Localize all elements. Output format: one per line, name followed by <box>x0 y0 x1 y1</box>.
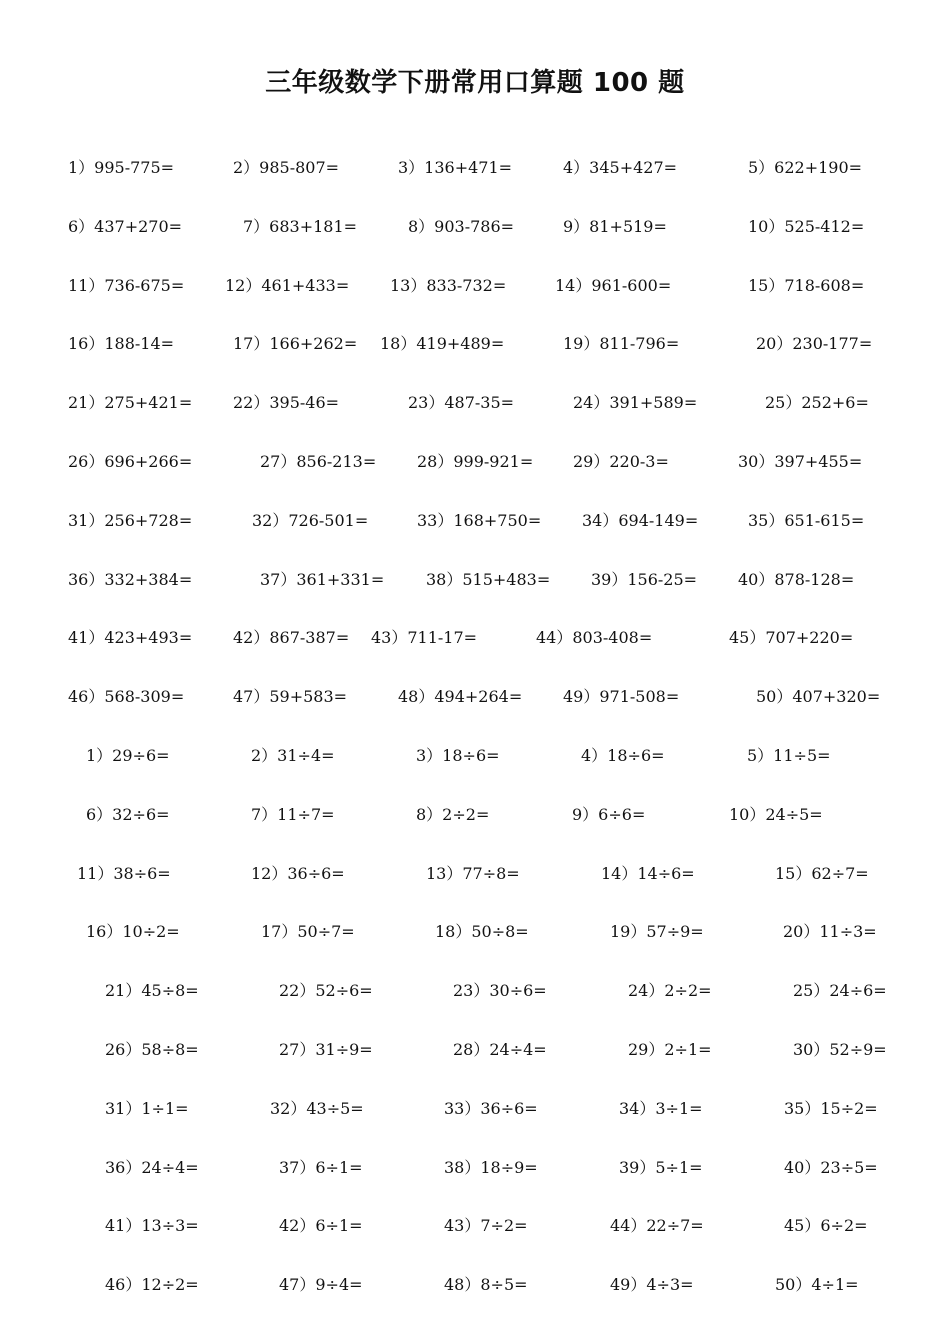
math-problem: 13）833-732= <box>390 275 507 295</box>
math-problem: 37）361+331= <box>260 569 385 589</box>
math-problem: 9）81+519= <box>563 216 667 236</box>
math-problem: 21）45÷8= <box>105 981 199 1001</box>
math-problem: 16）188-14= <box>68 334 175 354</box>
math-problem: 24）391+589= <box>573 393 698 413</box>
math-problem: 19）811-796= <box>563 334 680 354</box>
math-problem: 50）407+320= <box>756 687 881 707</box>
math-problem: 40）23÷5= <box>784 1157 878 1177</box>
math-problem: 35）15÷2= <box>784 1098 878 1118</box>
math-problem: 4）345+427= <box>563 158 678 177</box>
math-problem: 40）878-128= <box>738 569 855 589</box>
math-problem: 15）718-608= <box>748 275 865 295</box>
math-problem: 14）14÷6= <box>601 863 695 883</box>
math-problem: 20）11÷3= <box>783 922 877 942</box>
math-problem: 23）487-35= <box>408 393 515 413</box>
math-problem: 4）18÷6= <box>581 746 665 765</box>
math-problem: 18）50÷8= <box>435 922 529 942</box>
math-problem: 34）694-149= <box>582 510 699 530</box>
page-title: 三年级数学下册常用口算题 100 题 <box>265 68 685 98</box>
math-problem: 43）7÷2= <box>444 1216 528 1236</box>
math-problem: 43）711-17= <box>371 628 478 648</box>
math-problem: 3）136+471= <box>398 158 513 177</box>
math-problem: 36）24÷4= <box>105 1157 199 1177</box>
math-problem: 35）651-615= <box>748 510 865 530</box>
math-problem: 7）11÷7= <box>251 804 335 824</box>
math-problem: 1）995-775= <box>68 158 175 177</box>
math-problem: 25）24÷6= <box>793 981 887 1001</box>
math-problem: 46）12÷2= <box>105 1275 199 1295</box>
math-problem: 18）419+489= <box>380 334 505 354</box>
math-problem: 49）971-508= <box>563 687 680 707</box>
math-problem: 30）397+455= <box>738 452 863 471</box>
math-problem: 8）903-786= <box>408 216 515 236</box>
math-problem: 44）22÷7= <box>610 1216 704 1236</box>
math-problem: 36）332+384= <box>68 569 193 589</box>
math-problem: 14）961-600= <box>555 275 672 295</box>
math-problem: 5）11÷5= <box>747 746 831 765</box>
math-problem: 10）525-412= <box>748 216 865 236</box>
math-problem: 29）220-3= <box>573 452 669 471</box>
math-problem: 16）10÷2= <box>86 922 180 942</box>
math-problem: 30）52÷9= <box>793 1040 887 1059</box>
math-problem: 20）230-177= <box>756 334 873 354</box>
math-problem: 27）856-213= <box>260 452 377 471</box>
math-problem: 2）31÷4= <box>251 746 335 765</box>
math-problem: 47）59+583= <box>233 687 348 707</box>
math-problem: 11）38÷6= <box>77 863 171 883</box>
math-problem: 8）2÷2= <box>416 804 490 824</box>
math-problem: 32）726-501= <box>252 510 369 530</box>
math-problem: 13）77÷8= <box>426 863 520 883</box>
math-problem: 39）5÷1= <box>619 1157 703 1177</box>
math-problem: 41）423+493= <box>68 628 193 648</box>
math-problem: 31）1÷1= <box>105 1098 189 1118</box>
math-problem: 45）6÷2= <box>784 1216 868 1236</box>
math-problem: 23）30÷6= <box>453 981 547 1001</box>
math-problem: 33）36÷6= <box>444 1098 538 1118</box>
math-problem: 48）494+264= <box>398 687 523 707</box>
math-problem: 17）50÷7= <box>261 922 355 942</box>
math-problem: 12）36÷6= <box>251 863 345 883</box>
math-problem: 11）736-675= <box>68 275 185 295</box>
math-problem: 27）31÷9= <box>279 1040 373 1059</box>
math-problem: 1）29÷6= <box>86 746 170 765</box>
math-problem: 41）13÷3= <box>105 1216 199 1236</box>
math-problem: 2）985-807= <box>233 158 340 177</box>
math-problem: 48）8÷5= <box>444 1275 528 1295</box>
math-problem: 49）4÷3= <box>610 1275 694 1295</box>
math-problem: 42）6÷1= <box>279 1216 363 1236</box>
math-problem: 47）9÷4= <box>279 1275 363 1295</box>
math-problem: 28）999-921= <box>417 452 534 471</box>
math-problem: 42）867-387= <box>233 628 350 648</box>
math-problem: 24）2÷2= <box>628 981 712 1001</box>
math-problem: 7）683+181= <box>243 216 358 236</box>
math-problem: 45）707+220= <box>729 628 854 648</box>
math-problem: 10）24÷5= <box>729 804 823 824</box>
math-problem: 6）437+270= <box>68 216 183 236</box>
math-problem: 46）568-309= <box>68 687 185 707</box>
math-problem: 17）166+262= <box>233 334 358 354</box>
math-problem: 19）57÷9= <box>610 922 704 942</box>
math-problem: 38）515+483= <box>426 569 551 589</box>
math-problem: 34）3÷1= <box>619 1098 703 1118</box>
math-problem: 33）168+750= <box>417 510 542 530</box>
math-problem: 5）622+190= <box>748 158 863 177</box>
math-problem: 9）6÷6= <box>572 804 646 824</box>
math-problem: 37）6÷1= <box>279 1157 363 1177</box>
math-problem: 25）252+6= <box>765 393 869 413</box>
math-problem: 44）803-408= <box>536 628 653 648</box>
math-problem: 50）4÷1= <box>775 1275 859 1295</box>
math-problem: 39）156-25= <box>591 569 698 589</box>
math-problem: 26）58÷8= <box>105 1040 199 1059</box>
math-problem: 26）696+266= <box>68 452 193 471</box>
math-problem: 15）62÷7= <box>775 863 869 883</box>
math-problem: 3）18÷6= <box>416 746 500 765</box>
math-problem: 12）461+433= <box>225 275 350 295</box>
math-problem: 22）395-46= <box>233 393 340 413</box>
math-problem: 28）24÷4= <box>453 1040 547 1059</box>
math-problem: 38）18÷9= <box>444 1157 538 1177</box>
math-problem: 29）2÷1= <box>628 1040 712 1059</box>
math-problem: 31）256+728= <box>68 510 193 530</box>
math-problem: 21）275+421= <box>68 393 193 413</box>
math-problem: 22）52÷6= <box>279 981 373 1001</box>
math-problem: 6）32÷6= <box>86 804 170 824</box>
math-problem: 32）43÷5= <box>270 1098 364 1118</box>
